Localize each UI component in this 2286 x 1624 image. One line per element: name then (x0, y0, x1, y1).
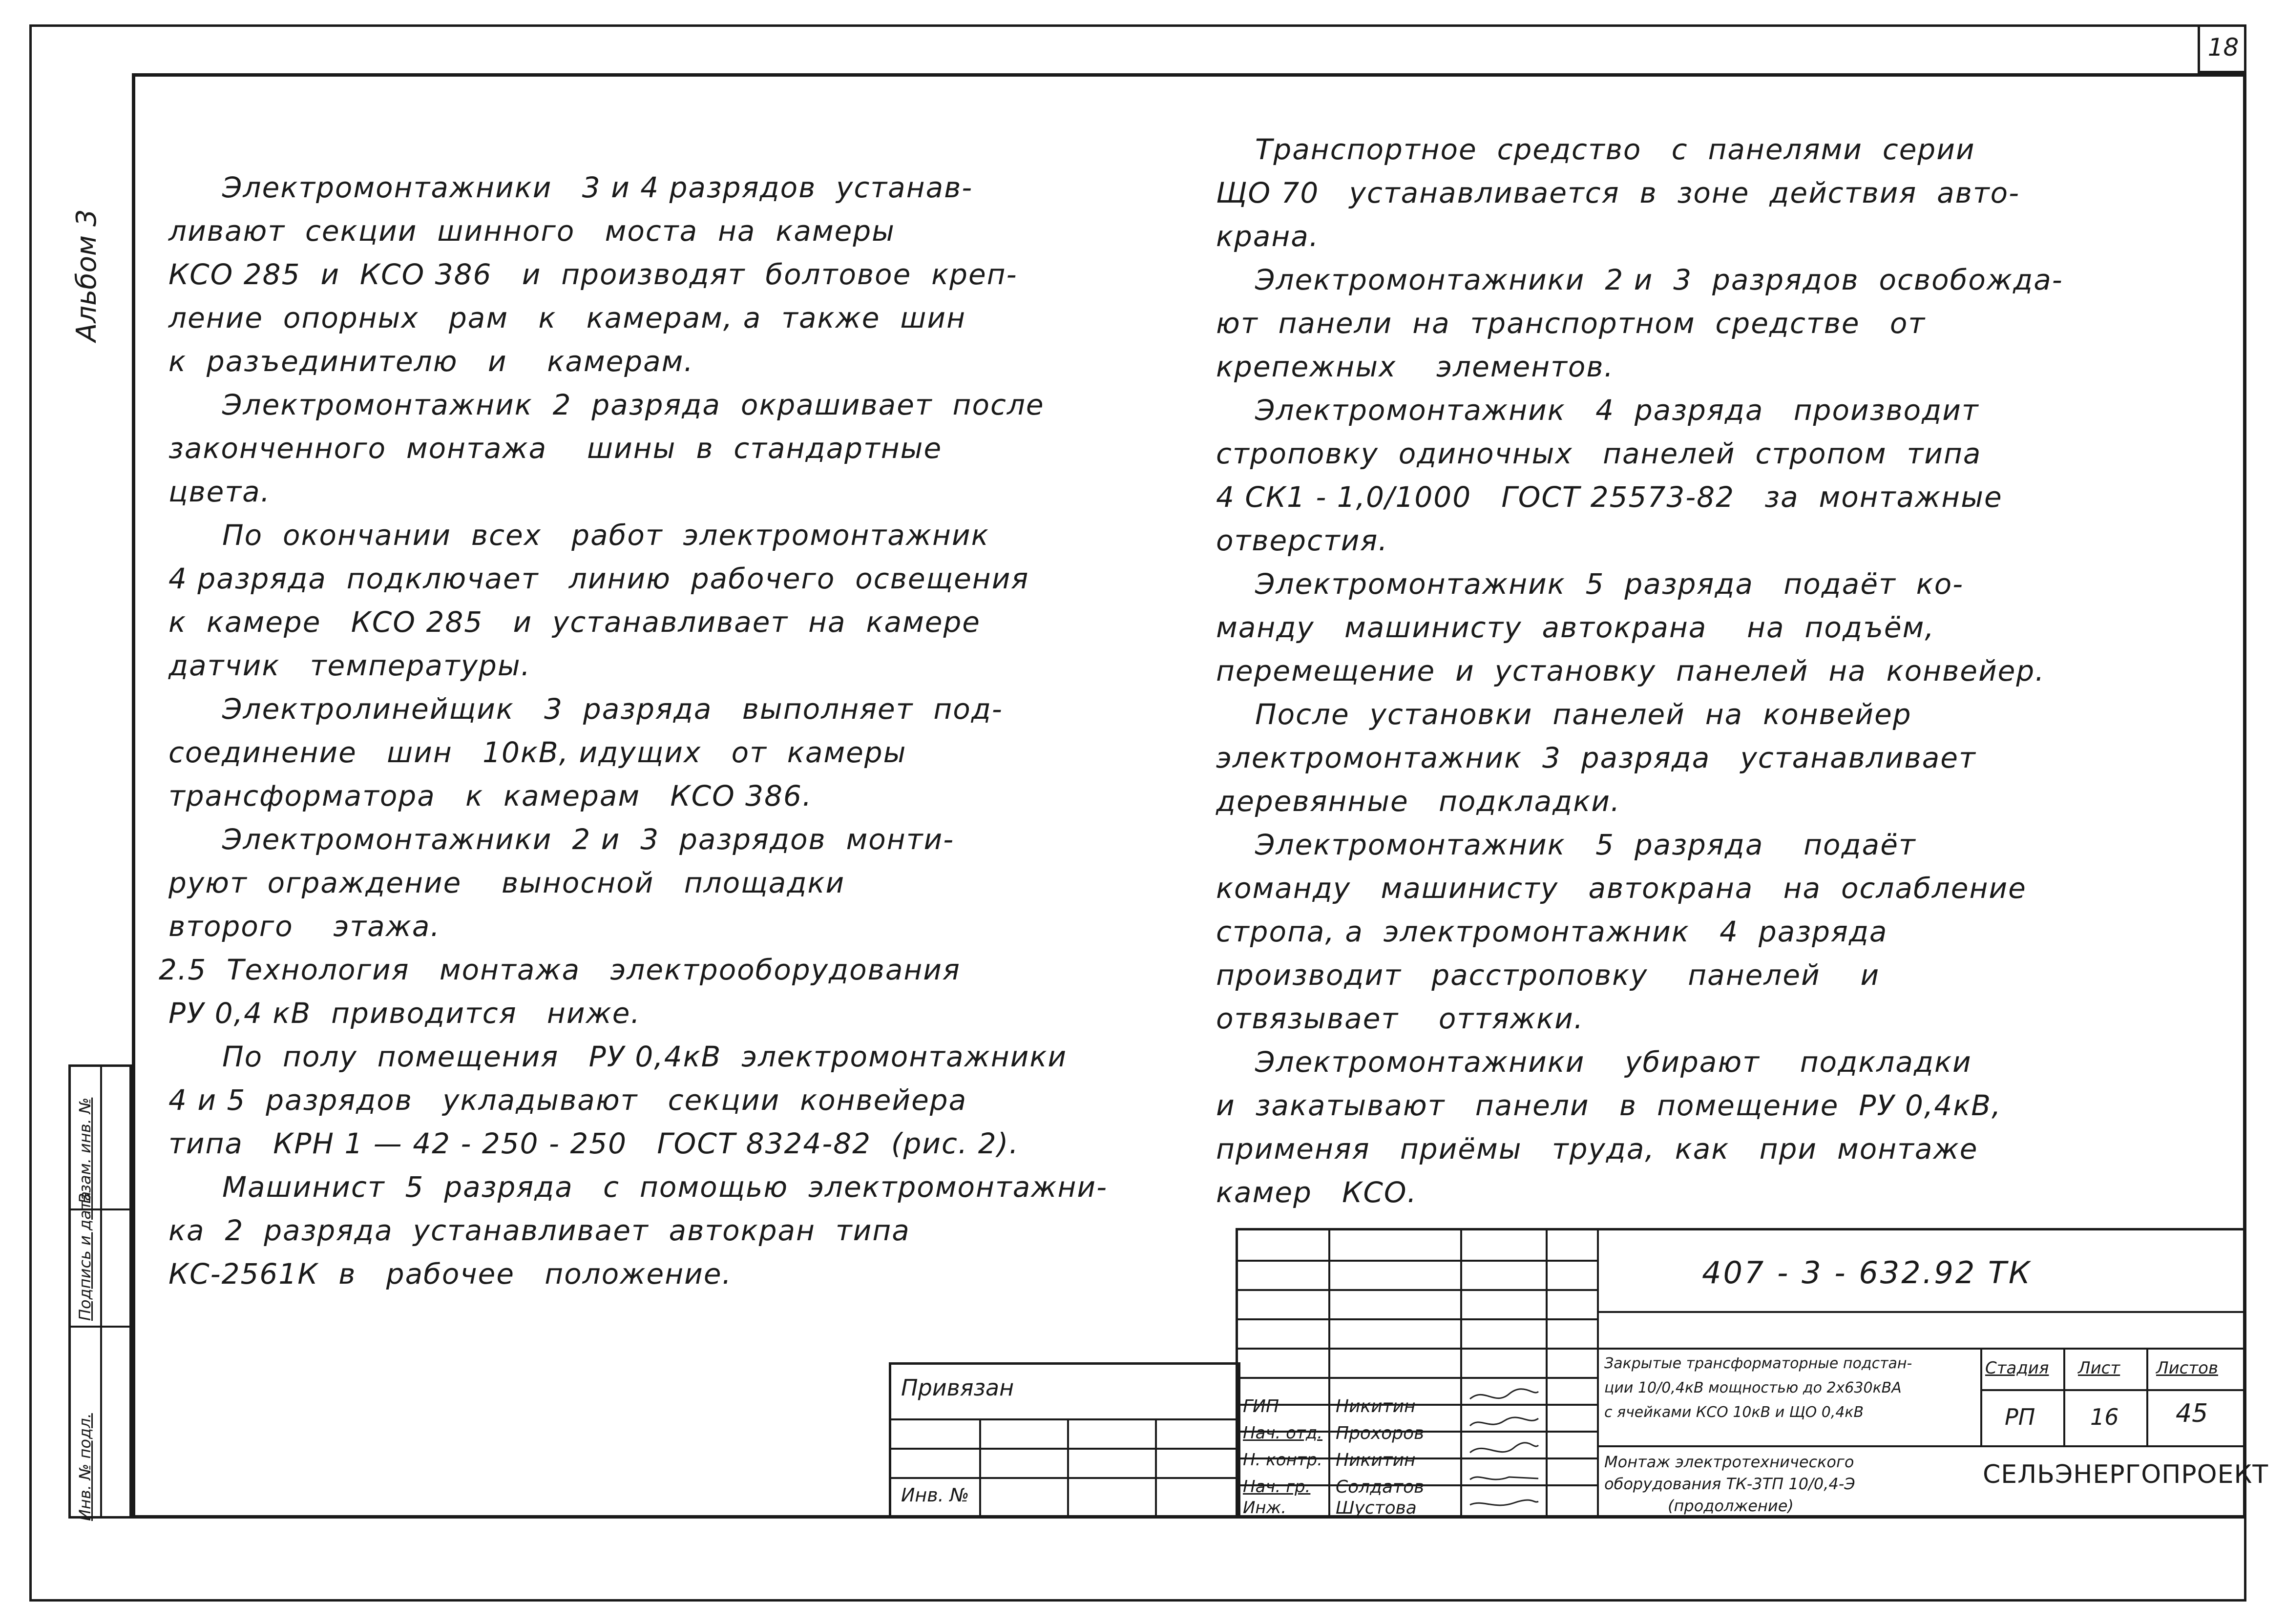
text-line: камер КСО. (1216, 1176, 1417, 1209)
text-line: электромонтажник 3 разряда устанавливает (1216, 741, 1976, 774)
text-line: По окончании всех работ электромонтажник (222, 519, 989, 552)
text-line: к разъединителю и камерам. (168, 345, 694, 378)
strip-label-signature-date: Подпись и дата (76, 1191, 94, 1321)
stage-header: Стадия (1985, 1358, 2049, 1378)
name-head-dept: Прохоров (1336, 1423, 1425, 1443)
body-left-column (159, 166, 1121, 1296)
text-line: производит расстроповку панелей и (1216, 958, 1880, 992)
text-line: команду машинисту автокрана на ослабление (1216, 872, 2027, 905)
text-line: и закатывают панели в помещение РУ 0,4кВ, (1216, 1089, 2002, 1122)
grid-line (1328, 1230, 1330, 1516)
text-line: трансформатора к камерам КСО 386. (168, 779, 813, 812)
text-line: законченного монтажа шины в стандартные (168, 432, 943, 465)
text-line: крепежных элементов. (1216, 350, 1615, 383)
approval-side-strip (68, 1064, 132, 1519)
project-title-line: Закрытые трансформаторные подстан- (1604, 1355, 1912, 1372)
grid-line (1238, 1348, 1597, 1350)
grid-line (891, 1477, 1238, 1479)
text-line: ют панели на транспортном средстве от (1216, 307, 1926, 340)
inv-no-label: Инв. № (901, 1484, 969, 1506)
strip-label-inv-podl: Инв. № подл. (76, 1413, 94, 1521)
sheet-header: Лист (2078, 1358, 2120, 1378)
text-line: цвета. (168, 475, 271, 508)
text-line: Электромонтажники убирают подкладки (1255, 1045, 1972, 1079)
album-label (68, 156, 107, 352)
text-line: отверстия. (1216, 524, 1388, 557)
text-line: 4 и 5 разрядов укладывают секции конвейера (168, 1083, 967, 1117)
text-line: Машинист 5 разряда с помощью электромонтажни- (222, 1170, 1108, 1204)
role-head-dept: Нач. отд. (1243, 1423, 1323, 1443)
grid-line (1238, 1260, 1597, 1262)
strip-divider (71, 1326, 129, 1328)
sheet-title-line: оборудования ТК-3ТП 10/0,4-Э (1604, 1475, 1855, 1493)
text-line: 4 разряда подключает линию рабочего освещения (168, 562, 1029, 595)
sheet-title-line: (продолжение) (1668, 1497, 1794, 1515)
text-line: Электромонтажник 4 разряда производит (1255, 394, 1979, 427)
privyazan-block (889, 1362, 1240, 1519)
text-line: КС-2561К в рабочее положение. (168, 1257, 732, 1291)
grid-line (2146, 1348, 2148, 1445)
text-line: крана. (1216, 220, 1320, 253)
text-line: отвязывает оттяжки. (1216, 1002, 1584, 1035)
body-right-column (1216, 128, 2178, 1214)
text-line: Транспортное средство с панелями серии (1255, 133, 1975, 166)
grid-line (2063, 1348, 2065, 1445)
text-line: Электромонтажник 5 разряда подаёт (1255, 828, 1916, 861)
text-line: ка 2 разряда устанавливает автокран типа (168, 1214, 910, 1247)
privyazan-label: Привязан (901, 1374, 1014, 1401)
text-line: применяя приёмы труда, как при монтаже (1216, 1132, 1978, 1166)
grid-line (1155, 1418, 1157, 1516)
text-line: ЩО 70 устанавливается в зоне действия авто- (1216, 176, 2020, 209)
text-line: ление опорных рам к камерам, а также шин (168, 301, 966, 334)
name-norm-control: Никитин (1336, 1450, 1416, 1470)
stage-value: РП (2005, 1404, 2035, 1430)
text-line: КСО 285 и КСО 386 и производят болтовое креп- (168, 258, 1018, 291)
project-title-line: ции 10/0,4кВ мощностью до 2х630кВА (1604, 1379, 1902, 1396)
signature-marks (1465, 1382, 1543, 1514)
text-line: второго этажа. (168, 910, 440, 943)
text-line: перемещение и установку панелей на конвейер. (1216, 654, 2045, 687)
grid-line (891, 1448, 1238, 1450)
text-line: ливают секции шинного моста на камеры (168, 214, 895, 248)
title-block (1236, 1228, 2269, 1519)
album-label-text: Альбом 3 (71, 209, 103, 342)
text-line: строповку одиночных панелей стропом типа (1216, 437, 1982, 470)
name-engineer: Шустова (1336, 1498, 1417, 1518)
name-gip: Никитин (1336, 1396, 1416, 1416)
role-engineer: Инж. (1243, 1498, 1287, 1518)
grid-line (1597, 1230, 1599, 1516)
text-line: к камере КСО 285 и устанавливает на камере (168, 605, 981, 639)
grid-line (1460, 1230, 1462, 1516)
text-line: Электромонтажник 2 разряда окрашивает после (222, 388, 1045, 421)
grid-line (1597, 1311, 2244, 1313)
text-line: Электролинейщик 3 разряда выполняет под- (222, 692, 1003, 726)
text-line: Электромонтажники 2 и 3 разрядов монти- (222, 823, 955, 856)
organization-name: СЕЛЬЭНЕРГОПРОЕКТ (1983, 1460, 2269, 1489)
text-line: деревянные подкладки. (1216, 785, 1621, 818)
page-number: 18 (2198, 24, 2246, 73)
text-line: По полу помещения РУ 0,4кВ электромонтажники (222, 1040, 1068, 1073)
name-head-group: Солдатов (1336, 1477, 1425, 1497)
text-line: манду машинисту автокрана на подъём, (1216, 611, 1935, 644)
role-head-group: Нач. гр. (1243, 1477, 1311, 1497)
grid-line (1546, 1230, 1548, 1516)
text-line: руют ограждение выносной площадки (168, 866, 845, 899)
sheets-header: Листов (2156, 1358, 2219, 1378)
role-gip: ГИП (1243, 1396, 1279, 1416)
text-line: РУ 0,4 кВ приводится ниже. (168, 997, 641, 1030)
text-line: соединение шин 10кВ, идущих от камеры (168, 736, 907, 769)
text-line: После установки панелей на конвейер (1255, 698, 1912, 731)
grid-line (1238, 1318, 1597, 1320)
text-line: 4 СК1 - 1,0/1000 ГОСТ 25573-82 за монтажные (1216, 480, 2003, 514)
document-code: 407 - 3 - 632.92 ТК (1702, 1255, 2032, 1291)
text-line: Электромонтажники 3 и 4 разрядов устанав- (222, 171, 973, 204)
grid-line (979, 1418, 981, 1516)
sheets-value: 45 (2176, 1399, 2208, 1428)
project-title-line: с ячейками КСО 10кВ и ЩО 0,4кВ (1604, 1404, 1864, 1421)
grid-line (891, 1418, 1238, 1420)
role-norm-control: Н. контр. (1243, 1450, 1322, 1470)
text-line: типа КРН 1 — 42 - 250 - 250 ГОСТ 8324-82 (рис. 2). (168, 1127, 1019, 1160)
text-line: датчик температуры. (168, 649, 531, 682)
text-line: Электромонтажники 2 и 3 разрядов освобожда- (1255, 263, 2063, 296)
strip-divider (100, 1067, 102, 1516)
text-line: Электромонтажник 5 разряда подаёт ко- (1255, 567, 1964, 601)
strip-label-replaced-inv: Взам. инв. № (76, 1097, 94, 1204)
grid-line (1597, 1445, 2244, 1447)
sheet-value: 16 (2090, 1404, 2119, 1430)
sheet-title-line: Монтаж электротехнического (1604, 1453, 1854, 1471)
grid-line (1238, 1377, 1597, 1379)
text-line: стропа, а электромонтажник 4 разряда (1216, 915, 1888, 948)
grid-line (1980, 1348, 1982, 1445)
grid-line (1238, 1289, 1597, 1291)
grid-line (1067, 1418, 1069, 1516)
grid-line (1980, 1389, 2244, 1391)
text-line: 2.5 Технология монтажа электрооборудования (159, 953, 961, 986)
